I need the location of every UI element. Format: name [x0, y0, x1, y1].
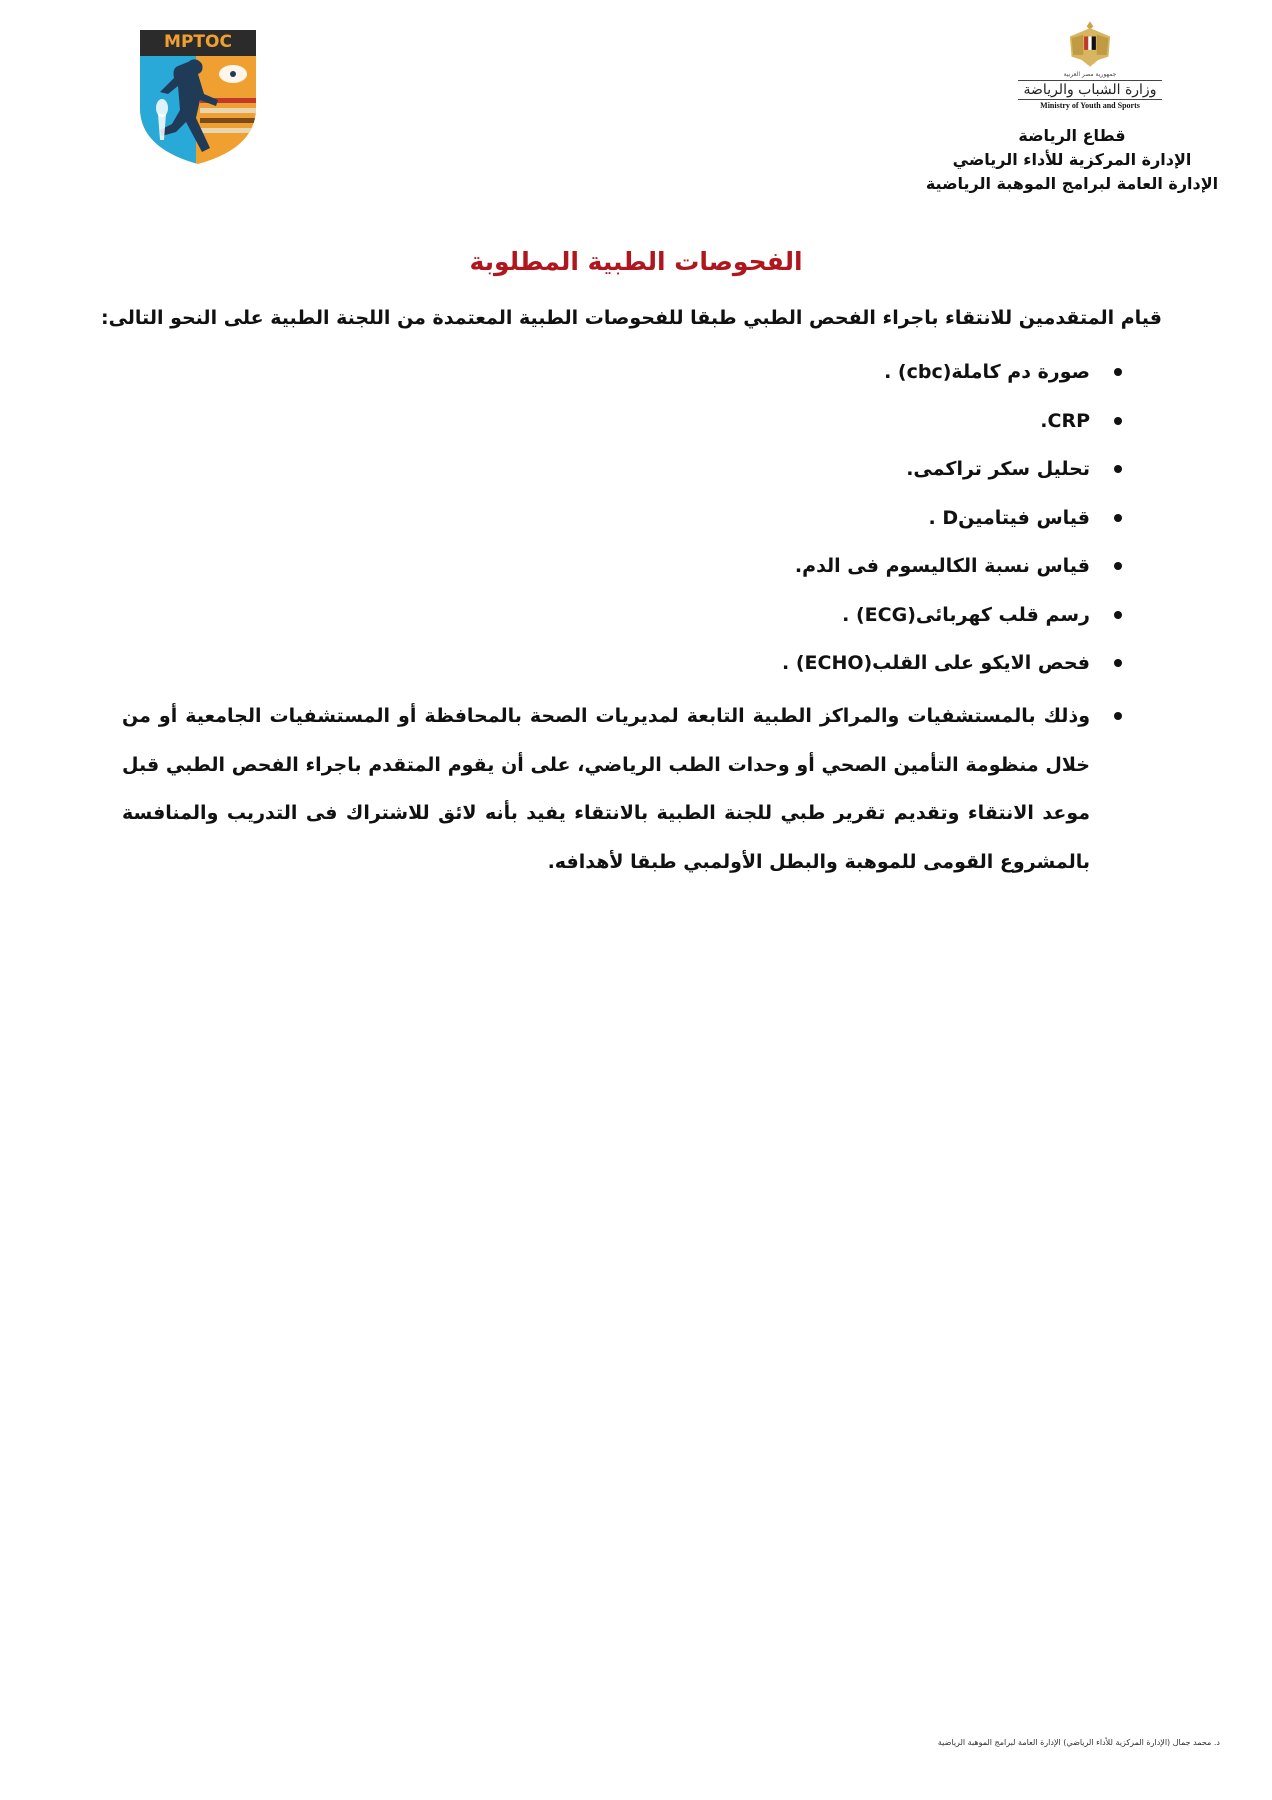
- list-item: [782, 546, 1122, 595]
- page-footer: د. محمد جمال (الإدارة المركزية للأداء الرياضي) الإدارة العامة لبرامج الموهبة الرياضية: [937, 1738, 1220, 1747]
- eagle-emblem-icon: [1062, 18, 1118, 70]
- item-text: رسم قلب كهربائى(ECG) .: [842, 603, 1090, 626]
- header-line-sector: قطاع الرياضة: [1018, 126, 1126, 145]
- logo-text: MPTOC: [164, 32, 232, 52]
- item-text: CRP.: [1040, 409, 1090, 432]
- list-item: [782, 449, 1122, 498]
- item-text: فحص الايكو على القلب(ECHO) .: [781, 652, 1090, 674]
- department-header: [912, 124, 1232, 196]
- bullet-icon: [1114, 659, 1122, 667]
- header-line-general-admin: الإدارة العامة لبرامج الموهبة الرياضية: [925, 174, 1219, 193]
- bullet-icon: [1114, 417, 1122, 425]
- facilities-paragraph: [122, 692, 1122, 886]
- required-tests-list: [782, 352, 1122, 692]
- paragraph-text: وذلك بالمستشفيات والمراكز الطبية التابعة لمديريات الصحة بالمحافظة أو المستشفيات الجامعية أو من خلال منظومة التأمين الصحي أو وحدات الطب الرياضي، على أن يقوم المتقدم باجراء الفحص الطبي قبل موعد الانتقاء وتقديم تقرير طبي للجنة الطبية بالانتقاء يفيد بأنه لائق للاشتراك فى التدريب والمنافسة بالمشروع القومى للموهبة والبطل الأولمبي طبقا لأهدافه.: [122, 705, 1090, 873]
- mptoc-logo: [138, 28, 258, 166]
- list-item: [782, 643, 1122, 692]
- header-line-central-admin: الإدارة المركزية للأداء الرياضي: [952, 150, 1192, 169]
- item-text: صورة دم كاملة(cbc) .: [884, 361, 1090, 383]
- document-title: الفحوصات الطبية المطلوبة: [469, 247, 803, 276]
- bullet-icon: [1114, 368, 1122, 376]
- bullet-icon: [1114, 562, 1122, 570]
- emblem-top-text: جمهورية مصر العربية: [1063, 71, 1117, 78]
- list-item: [782, 498, 1122, 547]
- list-item: [782, 595, 1122, 644]
- bullet-icon: [1114, 611, 1122, 619]
- item-text: قياس نسبة الكاليسوم فى الدم.: [794, 555, 1090, 577]
- item-text: قياس فيتامينD .: [928, 506, 1090, 529]
- ministry-name-ar: وزارة الشباب والرياضة: [1018, 80, 1162, 100]
- intro-text: قيام المتقدمين للانتقاء باجراء الفحص الطبي طبقا للفحوصات الطبية المعتمدة من اللجنة الطبية على النحو التالى:: [100, 307, 1162, 329]
- bullet-icon: [1114, 712, 1122, 720]
- list-item: [782, 352, 1122, 401]
- ministry-emblem: [1000, 18, 1180, 111]
- bullet-icon: [1114, 465, 1122, 473]
- item-text: تحليل سكر تراكمى.: [906, 458, 1090, 480]
- list-item: [782, 401, 1122, 450]
- bullet-icon: [1114, 514, 1122, 522]
- mptoc-shield-icon: [138, 28, 258, 166]
- ministry-name-en: Ministry of Youth and Sports: [1040, 101, 1140, 110]
